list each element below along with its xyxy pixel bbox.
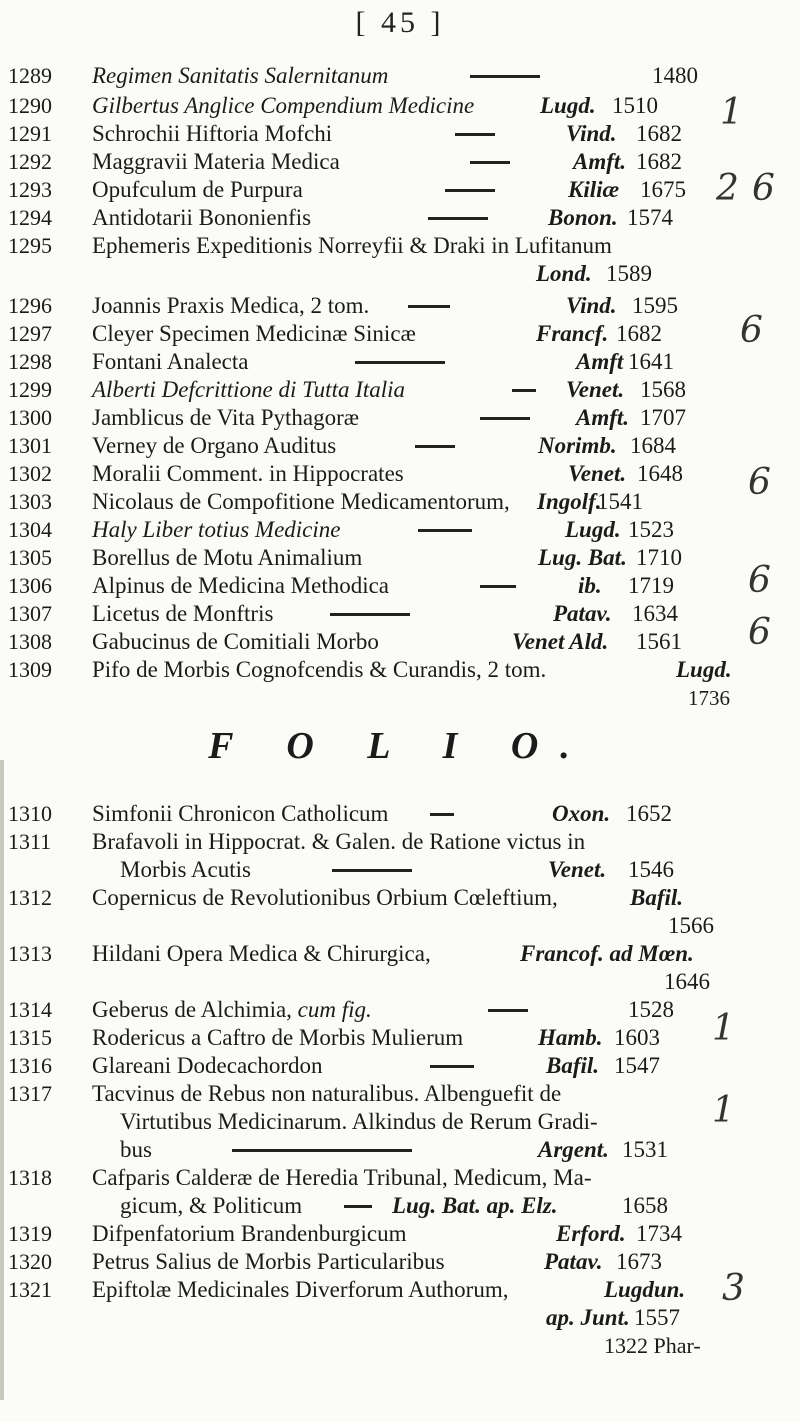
leader-dash [512,389,536,392]
catalogue-entry [0,292,740,320]
entry-title: Jamblicus de Vita Pythagoræ [92,405,360,430]
entry-place: ib. [578,573,602,598]
entry-number: 1294 [8,205,52,230]
entry-title [92,996,372,1024]
entry-number: 1289 [8,63,52,88]
section-heading-folio: F O L I O. [208,725,592,767]
leader-dash [480,585,516,588]
entry-place: Bafil. [630,885,684,910]
entry-year: 1652 [626,801,672,826]
margin-note: 6 [748,612,771,653]
entry-title: Epiftolæ Medicinales Diverforum Authorum, [92,1277,509,1302]
entry-number: 1300 [8,405,52,430]
entry-place: Bafil. [546,1053,600,1078]
catalogue-entry-continued [0,684,740,712]
entry-title: Gilbertus Anglice Compendium Medicine [92,93,475,118]
entry-year: 1557 [634,1305,680,1330]
entry-year: 1541 [597,489,643,514]
leader-dash [232,1149,412,1152]
entry-number: 1303 [8,489,52,514]
catalogue-entry [0,92,740,120]
entry-place: Amft. [573,149,627,174]
catalogue-entry [0,1080,740,1108]
entry-title-text: Geberus de Alchimia, [92,997,292,1022]
entry-number: 1310 [8,801,52,826]
entry-year: 1646 [664,969,710,994]
entry-place: Patav. [553,601,612,626]
entry-year: 1595 [632,293,678,318]
catalogue-entry [0,348,740,376]
page-edge [0,760,4,1400]
catalogue-entry [0,656,740,684]
entry-year: 1510 [612,93,658,118]
entry-title: Tacvinus de Rebus non naturalibus. Albenguefit de [92,1081,562,1106]
entry-title: Opufculum de Purpura [92,177,303,202]
entry-number: 1291 [8,121,52,146]
margin-note: 1 [712,1008,735,1049]
entry-title: Hildani Opera Medica & Chirurgica, [92,941,431,966]
entry-year: 1566 [668,913,714,938]
entry-number: 1320 [8,1249,52,1274]
entry-number: 1308 [8,629,52,654]
catalogue-entry [0,1220,740,1248]
catalogue-entry [0,488,740,516]
entry-title: Pifo de Morbis Cognofcendis & Curandis, 2 tom. [92,657,547,682]
entry-title-continued: gicum, & Politicum [120,1193,303,1218]
entry-title: Petrus Salius de Morbis Particularibus [92,1249,445,1274]
entry-place: Hamb. [538,1025,603,1050]
leader-dash [415,445,455,448]
entry-number: 1318 [8,1165,52,1190]
catalogue-entry [0,572,740,600]
leader-dash [330,613,410,616]
entry-title: Regimen Sanitatis Salernitanum [92,63,389,88]
catalogue-entry [0,1164,740,1192]
entry-year: 1682 [636,149,682,174]
catalogue-entry-continued [92,1136,742,1164]
margin-note: 6 [748,560,771,601]
entry-title: Antidotarii Bononienfis [92,205,312,230]
catalogue-entry-continued [0,968,740,996]
entry-number: 1312 [8,885,52,910]
catalogue-entry [0,404,740,432]
margin-note: 3 [722,1268,745,1309]
catalogue-entry [0,204,740,232]
entry-place: Venet Ald. [512,629,609,654]
entry-number: 1295 [8,233,52,258]
entry-title: Cafparis Calderæ de Heredia Tribunal, Medicum, Ma- [92,1165,592,1190]
entry-year: 1574 [627,205,673,230]
entry-place: Lugd. [540,93,596,118]
leader-dash [408,305,450,308]
entry-title: Cleyer Specimen Medicinæ Sinicæ [92,321,416,346]
entry-number: 1315 [8,1025,52,1050]
entry-place: Patav. [544,1249,603,1274]
entry-place: Lug. Bat. ap. Elz. [392,1193,558,1218]
entry-place: Lugd. [676,657,732,682]
entry-number: 1304 [8,517,52,542]
entry-year: 1682 [636,121,682,146]
entry-place: Venet. [568,461,627,486]
entry-year: 1523 [628,517,674,542]
entry-place: Vind. [566,121,617,146]
entry-year: 1710 [636,545,682,570]
entry-title: Maggravii Materia Medica [92,149,340,174]
entry-number: 1298 [8,349,52,374]
entry-number: 1307 [8,601,52,626]
entry-place: Bonon. [548,205,618,230]
entry-number: 1301 [8,433,52,458]
catchword: 1322 Phar- [604,1333,701,1358]
catalogue-entry [0,884,740,912]
entry-year: 1684 [630,433,676,458]
entry-title: Gabucinus de Comitiali Morbo [92,629,379,654]
entry-place: Venet. [566,377,625,402]
entry-place: Argent. [538,1137,609,1162]
entry-year: 1528 [628,997,674,1022]
entry-number: 1296 [8,293,52,318]
catalogue-entry [0,62,740,90]
entry-title: Nicolaus de Compofitione Medicamentorum, [92,489,510,514]
leader-dash [470,161,510,164]
catalogue-entry [0,1276,740,1304]
entry-year: 1561 [636,629,682,654]
entry-printer: ap. Junt. [546,1305,630,1330]
catalogue-entry [0,460,740,488]
entry-place: Venet. [548,857,607,882]
entry-place: Erford. [556,1221,626,1246]
entry-number: 1319 [8,1221,52,1246]
entry-title: Alberti Defcrittione di Tutta Italia [92,377,406,402]
catalogue-entry-continued [92,1192,742,1220]
entry-number: 1299 [8,377,52,402]
catalogue-entry [0,828,740,856]
margin-note: 1 [712,1090,735,1131]
catalogue-entry-continued [0,912,740,940]
entry-number: 1316 [8,1053,52,1078]
entry-title-continued: Virtutibus Medicinarum. Alkindus de Rerum Gradi- [120,1109,598,1134]
entry-title: Joannis Praxis Medica, 2 tom. [92,293,370,318]
catalogue-entry [0,996,740,1024]
leader-dash [455,133,495,136]
leader-dash [430,1065,474,1068]
entry-number: 1297 [8,321,52,346]
entry-year: 1589 [606,261,652,286]
catalogue-entry [0,148,740,176]
entry-title: Brafavoli in Hippocrat. & Galen. de Ratione victus in [92,829,586,854]
leader-dash [418,529,472,532]
entry-title: Simfonii Chronicon Catholicum [92,801,389,826]
entry-year: 1547 [614,1053,660,1078]
entry-place: Ingolf. [537,489,602,514]
entry-number: 1321 [8,1277,52,1302]
entry-year: 1658 [622,1193,668,1218]
entry-number: 1292 [8,149,52,174]
entry-year: 1641 [628,349,674,374]
entry-place: Oxon. [552,801,611,826]
catalogue-entry [0,120,740,148]
catalogue-entry [0,432,740,460]
entry-year: 1603 [614,1025,660,1050]
leader-dash [428,217,488,220]
margin-note: 1 [720,92,743,133]
catalogue-entry [0,232,740,260]
margin-note: 6 [748,462,771,503]
entry-number: 1290 [8,93,52,118]
entry-year: 1719 [628,573,674,598]
entry-number: 1306 [8,573,52,598]
entry-title: Ephemeris Expeditionis Norreyfii & Draki in Lufitanum [92,233,612,258]
entry-number: 1311 [8,829,52,854]
entry-place: Amft [576,349,624,374]
catalogue-entry [0,1248,740,1276]
entry-title: Rodericus a Caftro de Morbis Mulierum [92,1025,464,1050]
catalogue-entry [0,376,740,404]
entry-year: 1634 [632,601,678,626]
catchword-line [0,1332,740,1360]
entry-number: 1302 [8,461,52,486]
catalogue-entry-continued [0,1304,740,1332]
entry-place: Lugdun. [604,1277,686,1302]
entry-title: Borellus de Motu Animalium [92,545,363,570]
entry-title: Haly Liber totius Medicine [92,517,341,542]
leader-dash [470,75,540,78]
entry-year: 1673 [616,1249,662,1274]
entry-title: Schrochii Hiftoria Mofchi [92,121,333,146]
entry-year: 1675 [640,177,686,202]
margin-note: 2 [716,168,739,209]
catalogue-entry [0,516,740,544]
leader-dash [430,813,454,816]
catalogue-entry [0,800,740,828]
catalogue-entry [0,176,740,204]
entry-year: 1734 [636,1221,682,1246]
leader-dash [344,1205,372,1208]
catalogue-entry [0,1052,740,1080]
margin-note: 6 [752,168,775,209]
leader-dash [488,1009,528,1012]
entry-title-italic: cum fig. [297,997,372,1022]
page-number: [ 45 ] [355,6,445,39]
entry-year: 1682 [616,321,662,346]
entry-year: 1480 [652,63,698,88]
entry-title: Licetus de Monftris [92,601,274,626]
entry-title: Moralii Comment. in Hippocrates [92,461,404,486]
catalogue-entry-continued [92,856,742,884]
entry-number: 1314 [8,997,52,1022]
leader-dash [445,189,495,192]
entry-title: Glareani Dodecachordon [92,1053,323,1078]
entry-number: 1317 [8,1081,52,1106]
entry-title: Verney de Organo Auditus [92,433,337,458]
entry-year: 1531 [622,1137,668,1162]
entry-place: Lugd. [565,517,621,542]
entry-place: Kiliæ [568,177,620,202]
entry-number: 1305 [8,545,52,570]
entry-year: 1736 [688,686,730,710]
catalogue-entry-continued [92,1108,742,1136]
entry-year: 1568 [640,377,686,402]
catalogue-entry [0,600,740,628]
entry-number: 1313 [8,941,52,966]
catalogue-entry [0,544,740,572]
catalogue-entry [0,320,740,348]
entry-year: 1546 [628,857,674,882]
entry-place: Lug. Bat. [538,545,627,570]
entry-title: Copernicus de Revolutionibus Orbium Cœleftium, [92,885,558,910]
entry-place: Amft. [576,405,630,430]
entry-title: Fontani Analecta [92,349,249,374]
catalogue-entry [0,628,740,656]
leader-dash [332,869,412,872]
entry-year: 1648 [637,461,683,486]
leader-dash [480,417,530,420]
catalogue-entry [0,1024,740,1052]
margin-note: 6 [740,310,763,351]
entry-place: Norimb. [538,433,617,458]
entry-title-continued: bus [120,1137,152,1162]
entry-place: Lond. [536,261,592,286]
entry-place: Francof. ad Mœn. [520,941,694,966]
entry-title: Difpenfatorium Brandenburgicum [92,1221,407,1246]
catalogue-entry-continued [0,260,740,288]
entry-number: 1293 [8,177,52,202]
entry-title-continued: Morbis Acutis [120,857,251,882]
entry-number: 1309 [8,657,52,682]
entry-title: Alpinus de Medicina Methodica [92,573,390,598]
catalogue-entry [0,940,740,968]
entry-place: Vind. [566,293,617,318]
entry-place: Francf. [536,321,609,346]
entry-year: 1707 [640,405,686,430]
leader-dash [355,361,445,364]
